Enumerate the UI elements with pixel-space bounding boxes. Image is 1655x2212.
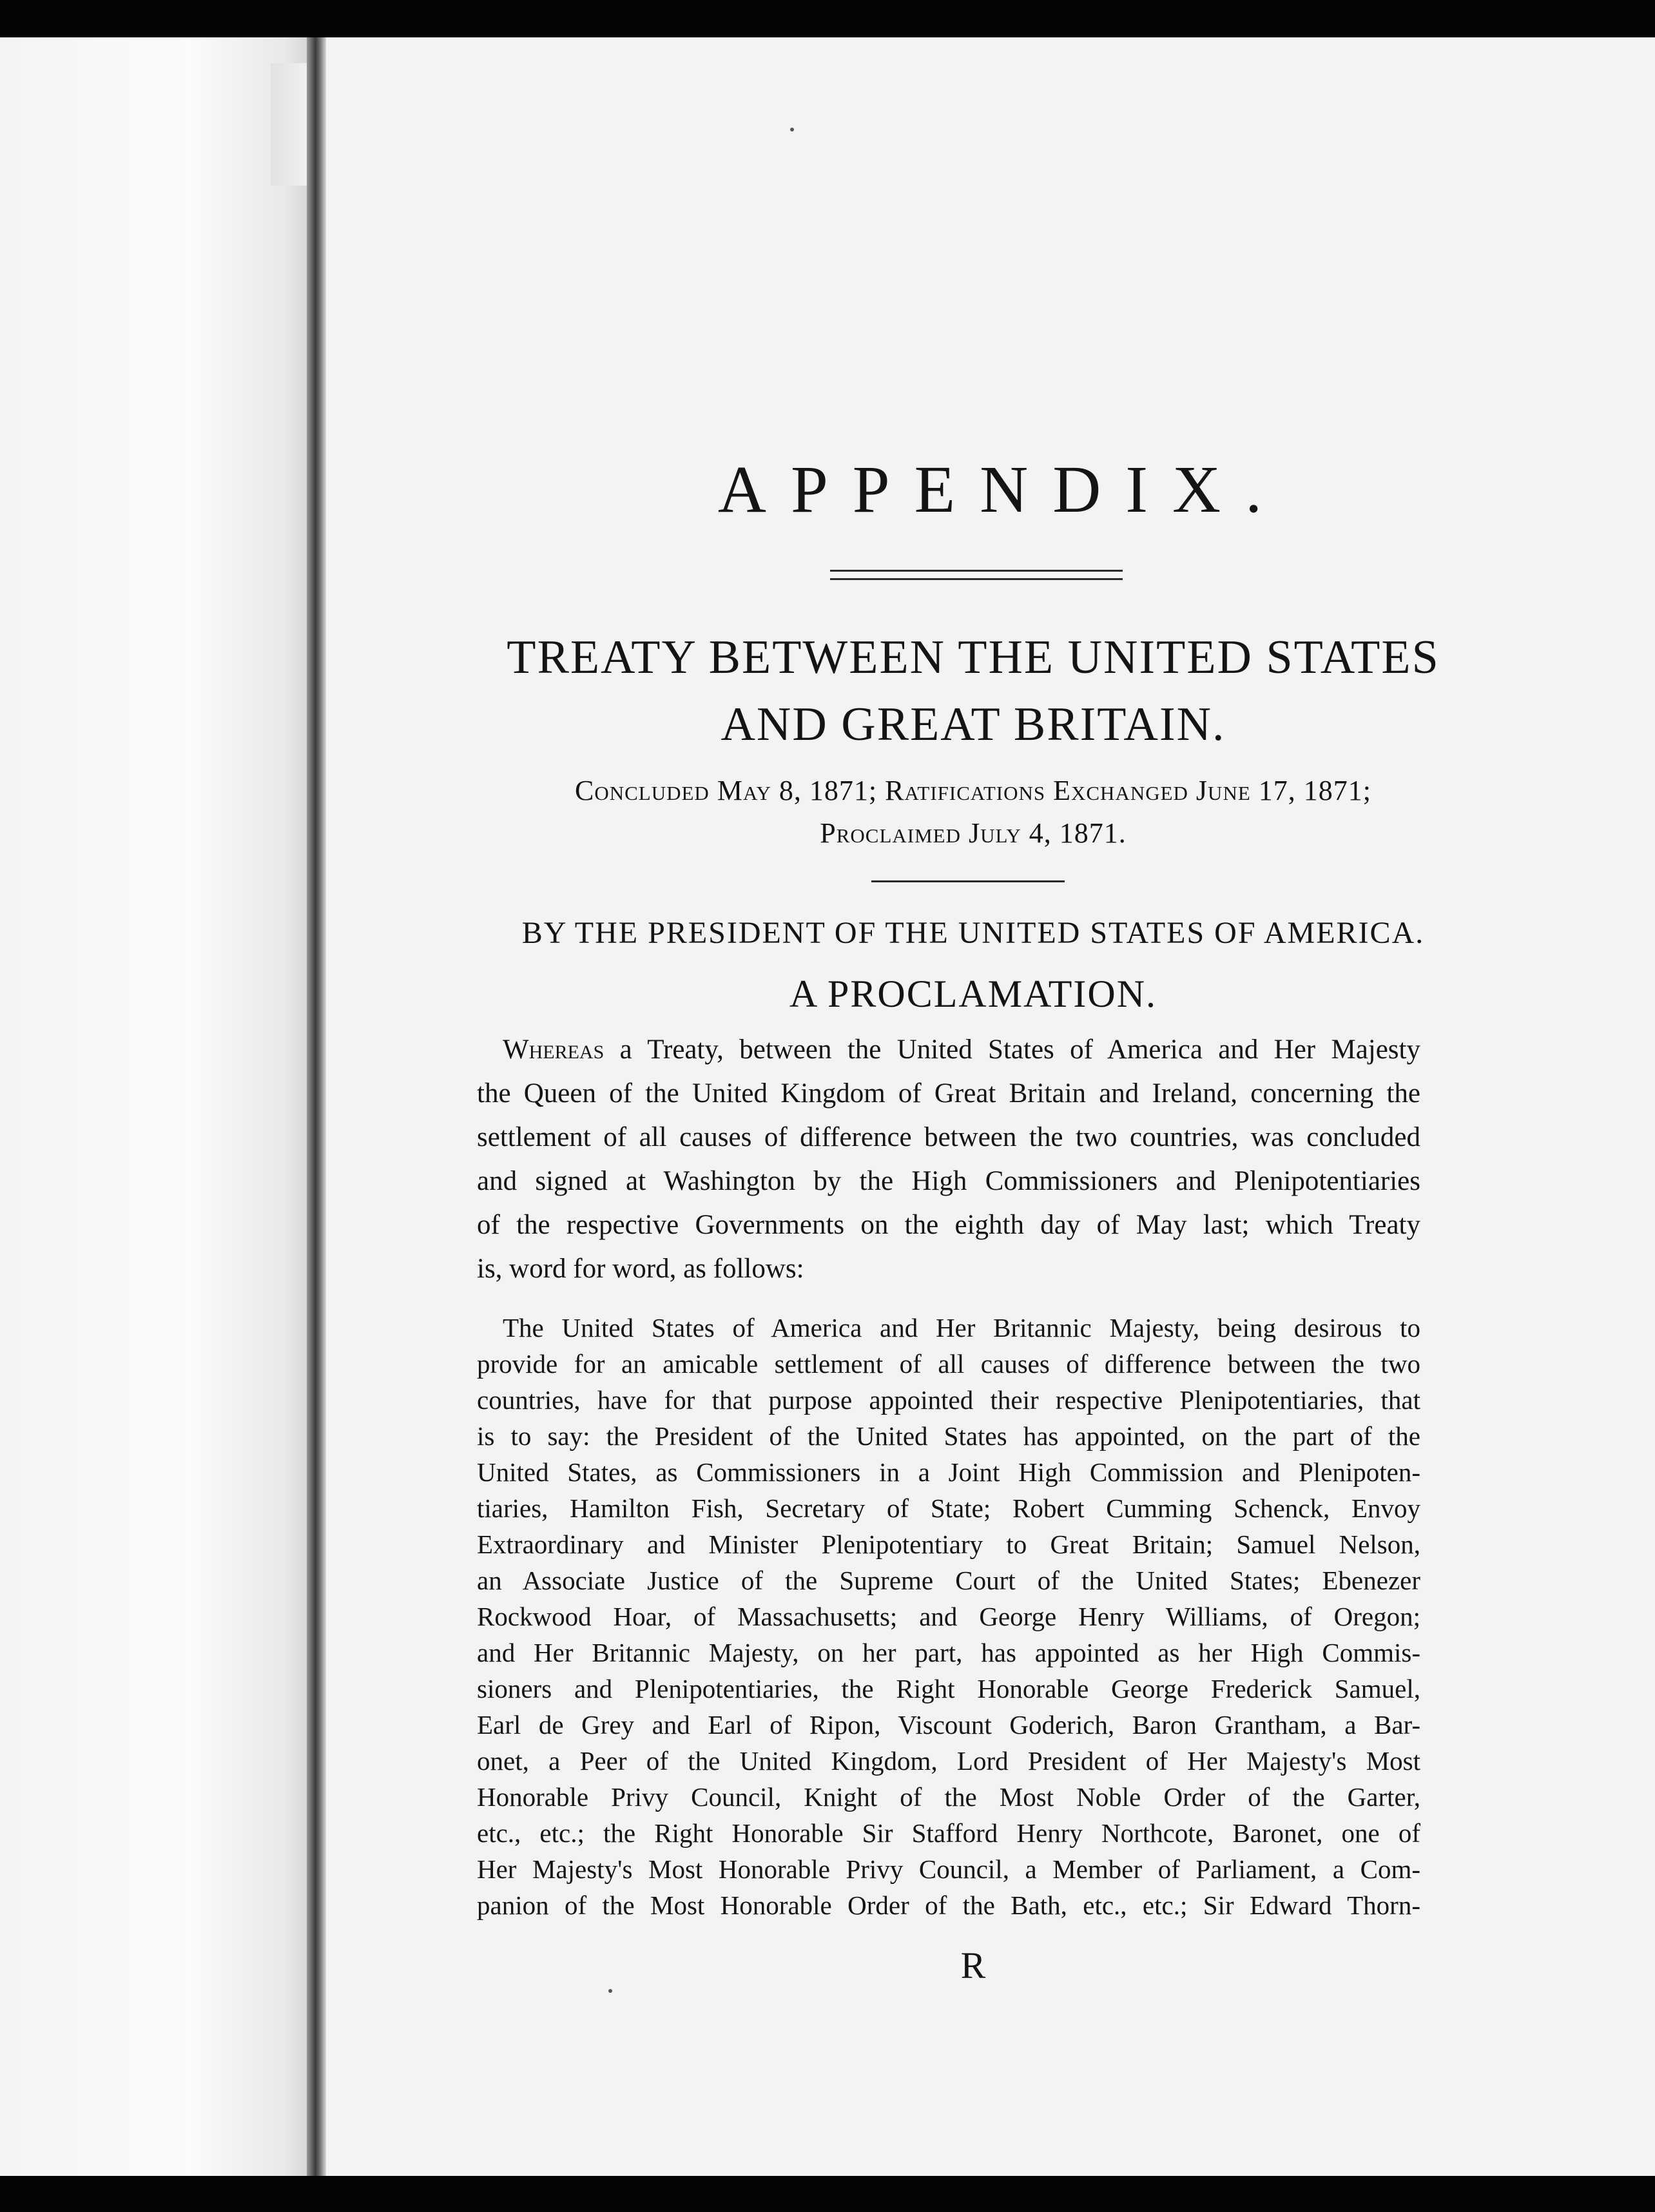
scan-top-border — [0, 0, 1655, 37]
treaty-line: sioners and Plenipotentiaries, the Right Honorable George Frederick Samuel, — [477, 1674, 1420, 1703]
whereas-line: of the respective Governments on the eighth day of May last; which Treaty — [477, 1210, 1420, 1240]
treaty-line: Extraordinary and Minister Plenipotentiary to Great Britain; Samuel Nelson, — [477, 1529, 1420, 1559]
treaty-line: provide for an amicable settlement of all causes of difference between the two — [477, 1349, 1420, 1379]
treaty-line: an Associate Justice of the Supreme Court of the United States; Ebenezer — [477, 1566, 1420, 1595]
dates-line-2: Proclaimed July 4, 1871. — [820, 817, 1127, 849]
signature-mark: R — [960, 1945, 986, 1986]
whereas-line: settlement of all causes of difference between the two countries, was concluded — [477, 1122, 1420, 1152]
appendix-heading: APPENDIX. — [717, 452, 1287, 527]
treaty-line: etc., etc.; the Right Honorable Sir Stafford Henry Northcote, Baronet, one of — [477, 1818, 1420, 1848]
double-rule-divider — [830, 570, 1123, 580]
treaty-title-line-1: TREATY BETWEEN THE UNITED STATES — [507, 631, 1440, 684]
treaty-line: is to say: the President of the United States has appointed, on the part of the — [477, 1421, 1420, 1451]
treaty-line: Honorable Privy Council, Knight of the Most Noble Order of the Garter, — [477, 1782, 1420, 1812]
short-rule-divider — [871, 880, 1065, 882]
treaty-title — [464, 624, 1482, 758]
treaty-line: tiaries, Hamilton Fish, Secretary of State; Robert Cumming Schenck, Envoy — [477, 1493, 1420, 1523]
whereas-line: and signed at Washington by the High Commissioners and Plenipotentiaries — [477, 1166, 1420, 1196]
facing-blank-page — [0, 37, 317, 2176]
proclamation-title: A PROCLAMATION. — [789, 973, 1157, 1015]
scan-bottom-border — [0, 2176, 1655, 2212]
scan-speck — [608, 1989, 612, 1993]
dates-line-1: Concluded May 8, 1871; Ratifications Exchanged June 17, 1871; — [574, 775, 1371, 806]
whereas-line: is, word for word, as follows: — [477, 1254, 804, 1284]
treaty-line: Her Majesty's Most Honorable Privy Council, a Member of Parliament, a Com- — [477, 1854, 1420, 1884]
treaty-line: panion of the Most Honorable Order of the Bath, etc., etc.; Sir Edward Thorn- — [477, 1890, 1420, 1920]
treaty-title-line-2: AND GREAT BRITAIN. — [721, 698, 1226, 751]
president-line: BY THE PRESIDENT OF THE UNITED STATES OF AMERICA. — [521, 916, 1425, 950]
treaty-line: countries, have for that purpose appointed their respective Plenipotentiaries, that — [477, 1385, 1420, 1415]
treaty-line: onet, a Peer of the United Kingdom, Lord President of Her Majesty's Most — [477, 1746, 1420, 1776]
treaty-line: United States, as Commissioners in a Joint High Commission and Plenipoten- — [477, 1457, 1420, 1487]
treaty-line: Earl de Grey and Earl of Ripon, Viscount Goderich, Baron Grantham, a Bar- — [477, 1710, 1420, 1740]
treaty-line: Rockwood Hoar, of Massachusetts; and George Henry Williams, of Oregon; — [477, 1602, 1420, 1631]
book-gutter — [307, 37, 326, 2176]
scan-speck — [790, 128, 794, 131]
treaty-dates — [464, 770, 1482, 855]
treaty-line: and Her Britannic Majesty, on her part, has appointed as her High Commis- — [477, 1638, 1420, 1667]
treaty-line: The United States of America and Her Britannic Majesty, being desirous to — [503, 1313, 1420, 1343]
whereas-line: the Queen of the United Kingdom of Great Britain and Ireland, concerning the — [477, 1078, 1420, 1109]
whereas-line: Whereas a Treaty, between the United States of America and Her Majesty — [503, 1034, 1420, 1065]
